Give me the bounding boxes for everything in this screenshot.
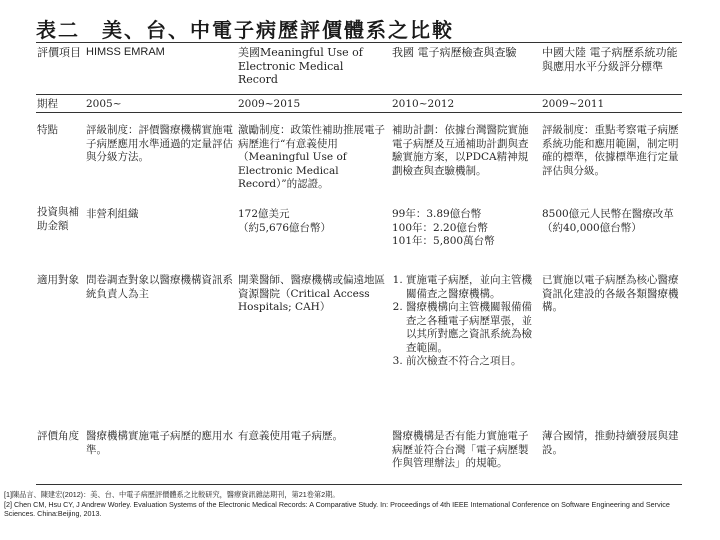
header-us-mu: 美國Meaningful Use of Electronic Medical Record [238, 46, 363, 86]
reference-item: Sciences. China:Beijing, 2013. [4, 509, 102, 518]
evaluation-us: 有意義使用電子病歷。 [238, 430, 343, 442]
row-label-funding: 投資與補助金額 [37, 206, 79, 232]
page-title [36, 14, 454, 43]
period-us: 2009~2015 [238, 98, 301, 110]
row-label-evaluation: 評價角度 [37, 430, 79, 442]
evaluation-china: 薄合國情，推動持續發展與建設。 [542, 430, 679, 456]
table-top-rule [36, 42, 682, 43]
table-title: 美、台、中電子病歷評價體系之比較 [102, 18, 454, 42]
evaluation-himss: 醫療機構實施電子病歷的應用水準。 [86, 430, 233, 456]
header-taiwan: 我國 電子病歷檢查與查驗 [392, 46, 517, 59]
target-himss: 問卷調查對象以醫療機構資訊系統負責人為主 [86, 274, 233, 300]
period-rule [36, 112, 682, 113]
period-himss: 2005~ [86, 98, 122, 110]
reference-item: [1]陳品言、陳建宏(2012)：美、台、中電子病歷評價體系之比較研究，醫療資訊雜誌期刊，第21卷第2期。 [4, 490, 340, 499]
funding-china [542, 208, 688, 235]
references [4, 490, 716, 519]
header-rule [36, 94, 682, 95]
table-number: 表二 [36, 18, 80, 42]
target-taiwan-list [392, 274, 538, 369]
list-item: 3. 前次檢查不符合之項目。 [406, 355, 538, 369]
funding-taiwan [392, 208, 538, 249]
header-himss: HIMSS EMRAM [86, 46, 165, 58]
feature-taiwan: 補助計劃：依據台灣醫院實施電子病歷及互通補助計劃與查驗實施方案，以PDCA精神規劃檢查與查驗機制。 [392, 124, 529, 177]
row-label-target: 適用對象 [37, 274, 79, 286]
feature-us: 激勵制度：政策性補助推展電子病歷進行“有意義使用（Meaningful Use of Electronic Medical Record）”的認證。 [238, 124, 385, 190]
funding-himss: 非營利組織 [86, 208, 139, 220]
row-label-feature: 特點 [37, 124, 58, 136]
funding-china-amount: 8500億元人民幣在醫療改革 [542, 208, 674, 220]
reference-item: [2] Chen CM, Hsu CY, J Andrew Worley. Evaluation Systems of the Electronic Medical Records: A Comparative Study. In: Proceedings of 4th IEEE International Conference on Software Engineering and Service [4, 499, 670, 509]
target-us: 開業醫師、醫療機構或偏遠地區資源醫院（Critical Access Hospitals; CAH） [238, 274, 385, 313]
funding-china-converted: （約40,000億台幣） [542, 221, 642, 234]
evaluation-taiwan: 醫療機構是否有能力實施電子病歷並符合台灣「電子病歷製作與管理辦法」的規範。 [392, 430, 529, 469]
table-bottom-rule [36, 484, 682, 485]
funding-taiwan-line: 99年：3.89億台幣 [392, 208, 482, 220]
funding-taiwan-line: 101年：5,800萬台幣 [392, 235, 495, 247]
feature-himss: 評級制度：評價醫療機構實施電子病歷應用水準通過的定量評估與分級方法。 [86, 124, 233, 163]
header-item: 評價項目 [37, 46, 81, 59]
period-taiwan: 2010~2012 [392, 98, 455, 110]
target-china: 已實施以電子病歷為核心醫療資訊化建設的各級各類醫療機構。 [542, 274, 679, 313]
feature-china: 評級制度：重點考察電子病歷系統功能和應用範圍，制定明確的標準，依據標準進行定量評估與分級。 [542, 124, 679, 177]
funding-us [238, 208, 386, 235]
list-item: 1. 實施電子病歷，並向主管機關備查之醫療機構。 [406, 274, 538, 301]
target-taiwan [392, 274, 538, 369]
funding-us-converted: （約5,676億台幣） [238, 221, 332, 234]
list-item: 2. 醫療機構向主管機關報備備查之各種電子病歷單張，並以其所對應之資訊系統為檢查範圍。 [406, 301, 538, 355]
funding-us-amount: 172億美元 [238, 208, 290, 220]
header-china: 中國大陸 電子病歷系統功能與應用水平分級評分標準 [542, 46, 678, 73]
period-china: 2009~2011 [542, 98, 605, 110]
row-label-period: 期程 [37, 98, 58, 110]
funding-taiwan-line: 100年：2.20億台幣 [392, 221, 488, 234]
